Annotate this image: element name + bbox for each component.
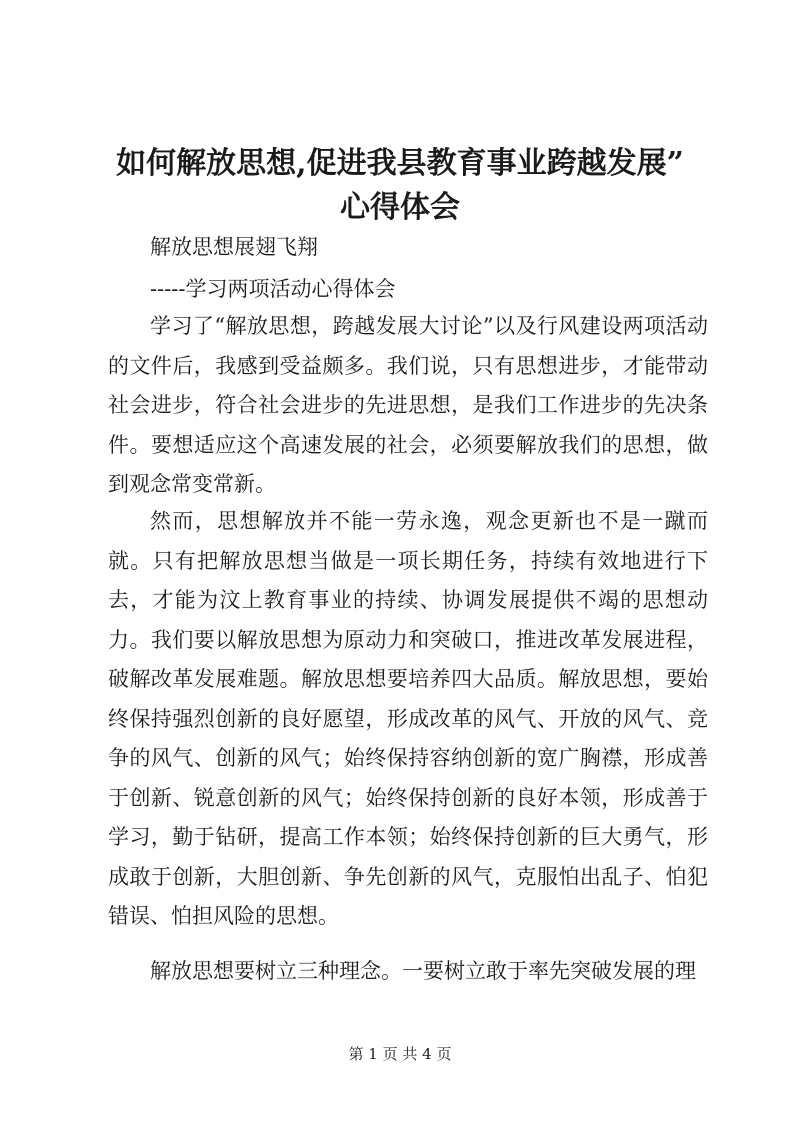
page-number-footer: 第 1 页 共 4 页 [348,1045,452,1063]
paragraph-2: 然而，思想解放并不能一劳永逸，观念更新也不是一蹴而就。只有把解放思想当做是一项长期任务，持续有效地进行下去，才能为汶上教育事业的持续、协调发展提供不竭的思想动力。我们要以解放思想为原动力和突破口，推进改革发展进程，破解改革发展难题。解放思想要培养四大品质。解放思想，要始终保持强烈创新的良好愿望，形成改革的风气、开放的风气、竞争的风气、创新的风气；始终保持容纳创新的宽广胸襟，形成善于创新、锐意创新的风气；始终保持创新的良好本领，形成善于学习，勤于钻研，提高工作本领；始终保持创新的巨大勇气，形成敢于创新，大胆创新、争先创新的风气，克服怕出乱子、怕犯错误、怕担风险的思想。 [108,509,708,928]
document-subtitle: 解放思想展翅飞翔 [150,235,318,259]
document-title-line-1: 如何解放思想,促进我县教育事业跨越发展” [116,146,684,181]
document-title-line-2: 心得体会 [340,190,460,225]
document-subheading: -----学习两项活动心得体会 [150,277,396,301]
paragraph-3: 解放思想要树立三种理念。一要树立敢于率先突破发展的理 [150,959,696,983]
paragraph-1: 学习了“解放思想，跨越发展大讨论”以及行风建设两项活动的文件后，我感到受益颇多。我们说，只有思想进步，才能带动社会进步，符合社会进步的先进思想，是我们工作进步的先决条件。要想适应这个高速发展的社会，必须要解放我们的思想，做到观念常变常新。 [108,314,708,496]
